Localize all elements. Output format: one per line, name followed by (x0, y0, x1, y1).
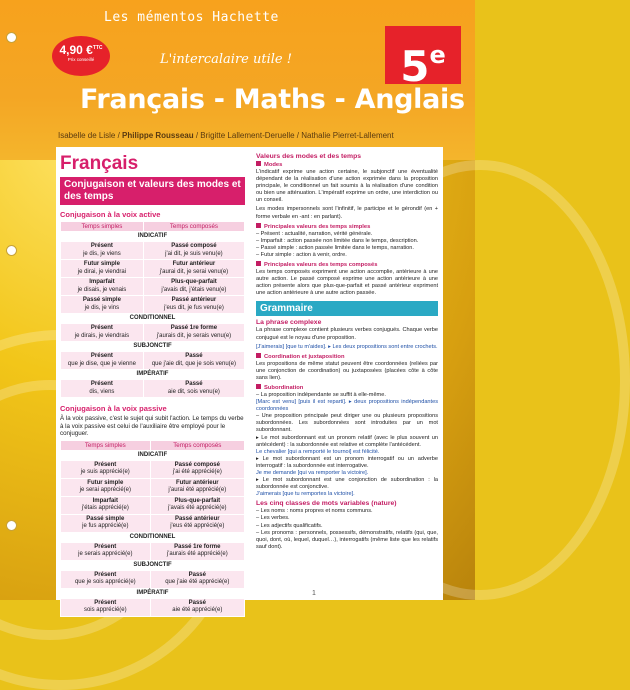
table-row (61, 496, 245, 514)
paragraph: Les temps composés expriment une action accomplie, antérieure à une autre action. Le passé composé exprime une action antérieure à une action présente alors que plus-que-parfait et passé antérieur expriment une action antérieure à une autre action passée. (256, 269, 438, 297)
slogan: L'intercalaire utile ! (160, 52, 292, 67)
paragraph-line: – Imparfait : action passée non limitée dans le temps, description. (256, 237, 419, 244)
price-sticker (52, 36, 110, 76)
author: Brigitte Lallement-Deruelle (200, 131, 295, 140)
section-banner: Conjugaison et valeurs des modes et des temps (60, 177, 245, 205)
table-row (61, 324, 245, 342)
tense-name: Passé (188, 599, 206, 606)
table-cell (150, 514, 244, 532)
paragraph: Les modes impersonnels sont l'infinitif, le participe et le gérondif (en + forme verbale en -ant : en parlant). (256, 206, 438, 220)
square-bullet-icon (256, 353, 261, 358)
conjugation-example: je serai apprécié(e) (79, 487, 131, 493)
tense-name: Plus-que-parfait (171, 279, 217, 285)
bullet-label: Coordination et juxtaposition (264, 353, 345, 360)
mode-row-label: SUBJONCTIF (61, 560, 245, 570)
table-cell (143, 324, 244, 342)
table-cell (150, 478, 244, 496)
conjugation-example: j'avais été apprécié(e) (168, 505, 227, 511)
conjugation-example: j'avais dit, j'étais venu(e) (161, 286, 227, 293)
grammaire-banner: Grammaire (256, 301, 438, 316)
paragraph-line: – Les pronoms : personnels, possessifs, démonstratifs, relatifs (qui, que, quoi, dont, où, lequel, duquel…), interrogatifs (même liste que les relatifs sauf dont). (256, 529, 438, 550)
conjugation-example: j'ai dit, je suis venu(e) (165, 250, 223, 257)
grade-suffix: e (429, 41, 446, 69)
passive-intro: À la voix passive, c'est le sujet qui subit l'action. Le temps du verbe à la voix passive est celui de l'auxiliaire être employé pour le conjuguer. (60, 415, 244, 437)
conjugation-example: je dirais, je viendrais (74, 332, 130, 339)
tense-name: Présent (94, 599, 117, 606)
tense-name: Passé 1re forme (170, 325, 218, 331)
table-cell (61, 514, 151, 532)
table-row (61, 380, 245, 398)
bullet-title (256, 223, 438, 230)
tense-name: Présent (94, 571, 117, 578)
table-cell (150, 496, 244, 514)
mode-row-label: SUBJONCTIF (61, 342, 245, 352)
table-cell (61, 496, 151, 514)
table-cell (61, 460, 151, 478)
table-body (61, 450, 245, 616)
subsection-title: Les cinq classes de mots variables (nature) (256, 500, 397, 508)
conjugation-example: je serais apprécié(e) (78, 551, 133, 557)
table-row (61, 450, 245, 460)
tense-name: Passé composé (171, 243, 217, 249)
paragraph-line: – Les noms : noms propres et noms communs. (256, 508, 373, 515)
tense-name: Passé simple (86, 515, 125, 522)
conjugation-example: sois apprécié(e) (83, 607, 127, 613)
table-cell (61, 296, 144, 314)
bullet-label: Modes (264, 162, 283, 168)
table-row (61, 560, 245, 570)
square-bullet-icon (256, 223, 261, 228)
mode-row-label: IMPÉRATIF (61, 370, 245, 380)
page-number: 1 (312, 590, 316, 597)
table-row (61, 352, 245, 370)
table-row (61, 370, 245, 380)
conjugation-example: aie été apprécié(e) (172, 607, 223, 613)
conjugation-example: je dirai, je viendrai (77, 268, 127, 275)
tense-name: Futur antérieur (172, 261, 216, 267)
table-row (61, 532, 245, 542)
table-row (61, 260, 245, 278)
conjugation-example: j'étais apprécié(e) (81, 505, 129, 511)
conjugation-example: j'ai été apprécié(e) (172, 469, 222, 475)
conjugation-example: que je dise, que je vienne (67, 360, 136, 367)
column-header: Temps simples (61, 440, 151, 450)
example: Le chevalier [qui a remporté le tournoi] est félicité. (256, 448, 380, 455)
tense-name: Présent (90, 325, 113, 331)
conjugation-example: j'aurai été apprécié(e) (168, 487, 227, 493)
table-row (61, 542, 245, 560)
conjugation-example: j'aurai dit, je serai venu(e) (159, 268, 229, 275)
table-row (61, 478, 245, 496)
example: [Marc est venu] [puis il est reparti]. ▸ deux propositions indépendantes coordonnées (256, 399, 438, 413)
grade-number: 5 (400, 42, 430, 91)
bullet-title (256, 261, 438, 268)
conjugation-example: je disais, je venais (77, 286, 127, 293)
example: J'aimerais [que tu remportes la victoire]. (256, 491, 355, 498)
mode-row-label: INDICATIF (61, 232, 245, 242)
page-title: Français - Maths - Anglais (80, 84, 465, 115)
bullet-label: Principales valeurs des temps simples (264, 223, 371, 230)
paragraph-line: – Passé simple : action passée limitée dans le temps, narration. (256, 244, 414, 251)
table-cell (61, 278, 144, 296)
table-cell (61, 260, 144, 278)
tense-name: Passé 1re forme (174, 543, 221, 550)
square-bullet-icon (256, 384, 261, 389)
tense-name: Futur simple (83, 261, 120, 267)
paragraph-line: ▸ Le mot subordonnant est une conjonction de subordination : la subordonnée est conjonctive. (256, 477, 438, 491)
price-value: 4,90 € (59, 43, 93, 57)
paragraph-line: – Les adjectifs qualificatifs. (256, 522, 323, 529)
table-cell (61, 352, 144, 370)
active-voice-table (60, 221, 245, 398)
table-row (61, 342, 245, 352)
table-cell (61, 242, 144, 260)
tense-name: Passé (185, 381, 203, 387)
subsection-title: Conjugaison à la voix active (60, 210, 161, 219)
conjugation-example: j'aurais dit, je serais venu(e) (156, 332, 232, 339)
table-row (61, 460, 245, 478)
paragraph: L'indicatif exprime une action certaine, le subjonctif une éventualité dépendant de la réalisation d'une action exprimée dans la proposition principale, le conditionnel un fait soumis à la réalisation d'une condition ou bien une atténuation. L'impératif exprime un ordre, une interdiction ou un conseil. (256, 169, 438, 204)
author: Philippe Rousseau (122, 131, 194, 140)
conjugation-example: que je sois apprécié(e) (74, 579, 136, 585)
price-amount (52, 43, 110, 57)
tense-name: Présent (94, 543, 117, 550)
subsection-title: Conjugaison à la voix passive (60, 404, 167, 413)
conjugation-example: j'eus dit, je fus venu(e) (164, 304, 224, 311)
tense-name: Présent (90, 353, 113, 359)
bullet-title (256, 353, 438, 360)
conjugation-example: j'aurais été apprécié(e) (166, 551, 228, 557)
tense-name: Plus-que-parfait (174, 497, 221, 504)
conjugation-example: que j'aie été apprécié(e) (165, 579, 230, 585)
left-column (60, 151, 245, 617)
mode-row-label: CONDITIONNEL (61, 314, 245, 324)
mode-row-label: IMPÉRATIF (61, 588, 245, 598)
column-header: Temps simples (61, 222, 144, 232)
section-heading: Français (60, 153, 139, 174)
passive-voice-table (60, 440, 245, 617)
tense-name: Passé composé (174, 461, 220, 468)
right-column (256, 151, 438, 551)
conjugation-example: je dis, je viens (83, 250, 121, 257)
price-ttc: TTC (92, 45, 103, 51)
bullet-title (256, 161, 438, 168)
author: Nathalie Pierret-Lallement (301, 131, 394, 140)
table-cell (143, 380, 244, 398)
authors-line: Isabelle de Lisle / Philippe Rousseau / Brigitte Lallement-Deruelle / Nathalie Pierret-Lallement (58, 131, 394, 140)
table-cell (150, 460, 244, 478)
table-row (61, 242, 245, 260)
paragraph-line: – Futur simple : action à venir, ordre. (256, 251, 347, 258)
example: Je me demande [qui va remporter la victoire]. (256, 470, 369, 476)
paragraph: Les propositions de même statut peuvent être coordonnées (reliées par une conjonction de coordination) ou juxtaposées (placées côte à côte sans lien). (256, 360, 438, 381)
conjugation-example: dis, viens (89, 388, 115, 395)
tense-name: Passé (185, 353, 203, 359)
binder-hole (6, 32, 17, 43)
table-cell (143, 242, 244, 260)
tense-name: Futur antérieur (175, 479, 219, 486)
series-name: Les mémentos Hachette (104, 10, 279, 25)
binder-hole (6, 520, 17, 531)
grade-badge (385, 26, 461, 91)
table-cell (61, 324, 144, 342)
table-cell (150, 570, 244, 588)
table-row (61, 296, 245, 314)
table-row (61, 514, 245, 532)
tense-name: Imparfait (92, 497, 118, 504)
table-cell (150, 542, 244, 560)
table-cell (61, 478, 151, 496)
tense-name: Passé (188, 571, 206, 578)
square-bullet-icon (256, 261, 261, 266)
table-cell (143, 352, 244, 370)
tense-name: Présent (90, 243, 113, 249)
binder-hole (6, 245, 17, 256)
table-body (61, 232, 245, 398)
tense-name: Présent (90, 381, 113, 387)
table-cell (61, 380, 144, 398)
tense-name: Passé simple (82, 297, 121, 303)
tense-name: Passé antérieur (171, 297, 217, 303)
mode-row-label: INDICATIF (61, 450, 245, 460)
table-row (61, 570, 245, 588)
table-cell (61, 570, 151, 588)
table-row (61, 232, 245, 242)
column-header: Temps composés (150, 440, 244, 450)
conjugation-example: je dis, je vins (84, 304, 120, 311)
square-bullet-icon (256, 161, 261, 166)
author: Isabelle de Lisle (58, 131, 116, 140)
conjugation-example: que j'aie dit, que je sois venu(e) (151, 360, 237, 367)
table-row (61, 598, 245, 616)
paragraph-line: ▸ Le mot subordonnant est un pronom interrogatif ou un adverbe interrogatif : la subordonnée est interrogative. (256, 455, 438, 469)
column-header: Temps composés (143, 222, 244, 232)
bullet-label: Principales valeurs des temps composés (264, 262, 378, 269)
subsection-title: La phrase complexe (256, 319, 322, 327)
conjugation-example: j'eus été apprécié(e) (170, 523, 225, 529)
table-cell (143, 278, 244, 296)
bullet-label: Subordination (264, 384, 304, 391)
conjugation-example: je suis apprécié(e) (80, 469, 130, 475)
paragraph-line: – La proposition indépendante se suffit à elle-même. (256, 391, 386, 398)
table-cell (143, 296, 244, 314)
table-row (61, 588, 245, 598)
table-row (61, 278, 245, 296)
content-sheet (56, 147, 443, 613)
tense-name: Futur simple (87, 479, 124, 486)
tense-name: Passé antérieur (174, 515, 220, 522)
table-cell (150, 598, 244, 616)
tense-name: Présent (94, 461, 117, 468)
mode-row-label: CONDITIONNEL (61, 532, 245, 542)
paragraph: La phrase complexe contient plusieurs verbes conjugués. Chaque verbe conjugué est le noyau d'une proposition. (256, 327, 438, 341)
conjugation-example: aie dit, sois venu(e) (167, 388, 220, 395)
table-cell (61, 542, 151, 560)
tense-name: Imparfait (89, 279, 115, 285)
subsection-title: Valeurs des modes et des temps (256, 153, 362, 160)
paragraph-line: – Une proposition principale peut diriger une ou plusieurs propositions subordonnées. Les subordonnées sont introduites par un mot subordonnant. (256, 413, 438, 434)
table-cell (143, 260, 244, 278)
example: [J'aimerais] [que tu m'aides]. ▸ Les deux propositions sont entre crochets. (256, 343, 438, 350)
bullet-title (256, 384, 438, 391)
conjugation-example: je fus apprécié(e) (82, 523, 129, 529)
price-note: Prix conseillé (67, 57, 95, 62)
table-row (61, 314, 245, 324)
paragraph-line: ▸ Le mot subordonnant est un pronom relatif (avec le plus souvent un antécédent) : la subordonnée est relative et complète l'antécédent. (256, 434, 438, 448)
paragraph-line: – Présent : actualité, narration, vérité générale. (256, 230, 373, 237)
table-cell (61, 598, 151, 616)
paragraph-line: – Les verbes. (256, 515, 290, 522)
